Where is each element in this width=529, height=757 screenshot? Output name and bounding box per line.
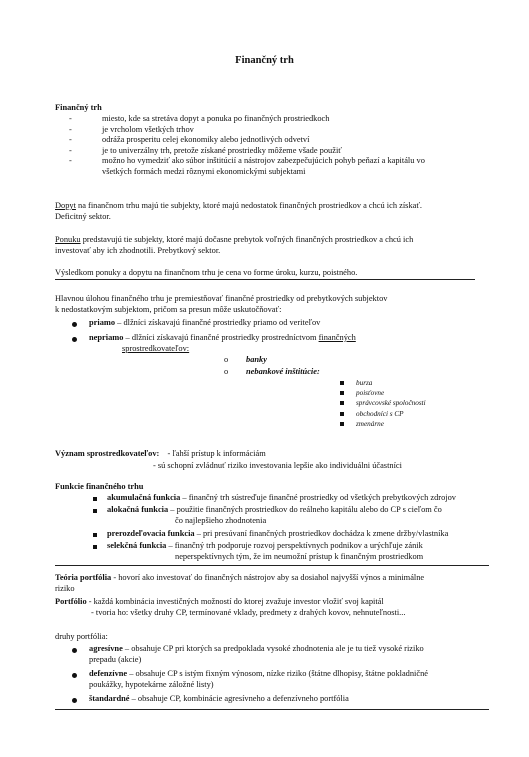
- paragraph-uloha: Hlavnou úlohou finančného trhu je premiestňovať finančné prostriedky od prebytkových subjektov k nedostatkovým subjektom, pričom sa presun môže uskutočňovať:: [55, 294, 388, 314]
- bullet-icon: [72, 322, 77, 327]
- list-item: správcovské spoločnosti: [340, 398, 426, 408]
- paragraph-portfolio: Portfólio - každá kombinácia investičných možností do ktorej zvažuje investor vložiť svoj kapitál - tvoria ho: všetky druhy CP, termínované vklady, predmety z drahých kovov, nehnuteľnosti...: [55, 597, 406, 617]
- bullet-icon: [72, 648, 77, 653]
- divider: [55, 279, 475, 280]
- paragraph-ponuku: Ponuku predstavujú tie subjekty, ktoré majú dočasne prebytok voľných finančných prostriedkov a chcú ich investovať aby ich zhodnotili. Prebytkový sektor.: [55, 235, 414, 255]
- list-item-selekcna: selekčná funkcia – finančný trh podporuje rozvoj perspektívnych podnikov a urýchľuje zánik neperspektívnych tým, že im neumožní prístup k finančným prostriedkom: [107, 541, 424, 561]
- list-item-prerozdelovacia: prerozdeľovacia funkcia – pri presúvaní finančných prostriedkov dochádza k zmene držby/vlastníka: [107, 529, 449, 538]
- list-item-nebankove: nebankové inštitúcie:: [246, 367, 320, 376]
- square-bullet-icon: [340, 381, 344, 385]
- section-heading-funkcie: Funkcie finančného trhu: [55, 482, 144, 491]
- term-ponuku: Ponuku: [55, 235, 81, 244]
- paragraph-vyznam: Význam sprostredkovateľov: - ľahší prístup k informáciám: [55, 449, 266, 458]
- list-item: - je vrcholom všetkých trhov: [69, 124, 194, 134]
- list-item-defenzivne: defenzívne – obsahuje CP s istým fixným výnosom, nízke riziko (štátne dlhopisy, štátne pokladničné poukážky, hypotekárne záložné listy): [89, 669, 428, 689]
- list-item-continuation: všetkých formách medzi rôznymi ekonomickými subjektami: [102, 166, 306, 176]
- divider: [55, 709, 489, 710]
- square-bullet-icon: [93, 545, 97, 549]
- square-bullet-icon: [93, 497, 97, 501]
- square-bullet-icon: [93, 509, 97, 513]
- list-item-priamo: priamo – dlžníci získavajú finančné prostriedky priamo od veriteľov: [89, 318, 321, 327]
- druhy-heading: druhy portfólia:: [55, 632, 108, 641]
- vyznam-line2: - sú schopní zvládnuť riziko investovania lepšie ako individuálni účastníci: [153, 461, 402, 470]
- paragraph-dopyt: Dopyt na finančnom trhu majú tie subjekty, ktoré majú nedostatok finančných prostriedkov a chcú ich získať. Deficitný sektor.: [55, 201, 423, 221]
- section-heading-financny-trh: Finančný trh: [55, 103, 102, 112]
- list-item-banky: banky: [246, 355, 267, 364]
- list-item: obchodníci s CP: [340, 409, 426, 419]
- nebankove-list: [340, 378, 426, 429]
- list-item: - miesto, kde sa stretáva dopyt a ponuka po finančných prostriedkoch: [69, 114, 330, 123]
- term-dopyt: Dopyt: [55, 201, 76, 210]
- list-item-standardne: štandardné – obsahuje CP, kombinácie agresívneho a defenzívneho portfólia: [89, 694, 349, 703]
- list-item: zmenárne: [340, 419, 426, 429]
- list-item: poisťovne: [340, 388, 426, 398]
- list-item: burza: [340, 378, 426, 388]
- square-bullet-icon: [340, 401, 344, 405]
- square-bullet-icon: [340, 412, 344, 416]
- list-item: - možno ho vymedziť ako súbor inštitúcií a nástrojov zabezpečujúcich pohyb peňazí a kapitálu vo: [69, 156, 425, 166]
- page-title: Finančný trh: [235, 55, 294, 66]
- circle-bullet-icon: o: [224, 355, 229, 364]
- square-bullet-icon: [93, 533, 97, 537]
- square-bullet-icon: [340, 422, 344, 426]
- circle-bullet-icon: o: [224, 367, 229, 376]
- divider: [55, 565, 489, 566]
- bullet-icon: [72, 698, 77, 703]
- list-item-agresivne: agresívne – obsahuje CP pri ktorých sa predpoklada vysoké zhodnotenia ale je tu tiež vysoké riziko prepadu (akcie): [89, 644, 424, 664]
- list-item-nepriamo: nepriamo – dlžníci získavajú finančné prostriedky prostredníctvom finančných sprostredkovateľov:: [89, 333, 356, 353]
- bullet-icon: [72, 337, 77, 342]
- list-item-akumulacna: akumulačná funkcia – finančný trh sústreďuje finančné prostriedky od všetkých prebytkových zdrojov: [107, 493, 456, 502]
- square-bullet-icon: [340, 391, 344, 395]
- intro-list: [69, 114, 425, 178]
- paragraph-vysledok: Výsledkom ponuky a dopytu na finančnom trhu je cena vo forme úroku, kurzu, poistného.: [55, 268, 358, 277]
- vyznam-label: Význam sprostredkovateľov:: [55, 449, 160, 458]
- bullet-icon: [72, 673, 77, 678]
- list-item-alokacna: alokačná funkcia – použitie finančných prostriedkov do reálneho kapitálu alebo do CP s cieľom čo čo najlepšieho zhodnotenia: [107, 505, 442, 525]
- paragraph-teoria: Teória portfólia - hovorí ako investovať do finančných nástrojov aby sa dosiahol najvyšší výnos a minimálne riziko: [55, 573, 425, 593]
- list-item: - odráža prosperitu celej ekonomiky alebo jednotlivých odvetví: [69, 135, 310, 145]
- list-item: - je to univerzálny trh, pretože získané prostriedky môžeme všade použiť: [69, 145, 342, 155]
